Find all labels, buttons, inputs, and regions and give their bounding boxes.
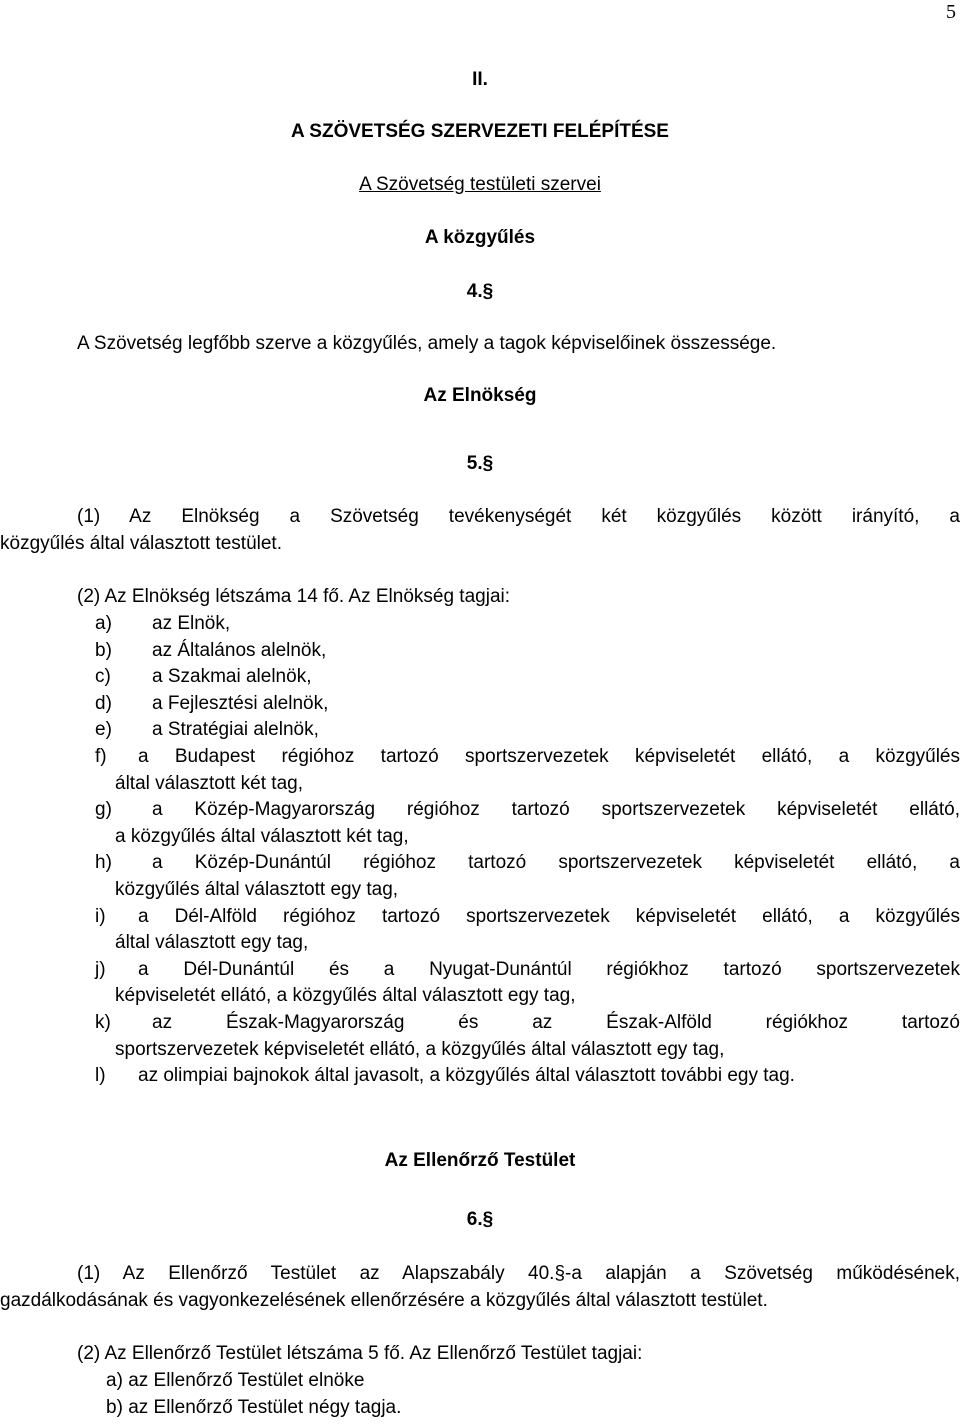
- list-item-line: [0, 851, 960, 878]
- heading-elnokseg: Az Elnökség: [423, 385, 537, 406]
- list-item-text: a Stratégiai alelnök,: [152, 719, 319, 741]
- list-item-line: [0, 825, 960, 852]
- list-item-text: a Szakmai alelnök,: [152, 666, 312, 688]
- paragraph-5-1-line2: közgyűlés által választott testület.: [0, 533, 282, 554]
- p6-list-item: [106, 1396, 401, 1420]
- paragraph-4-text: A Szövetség legfőbb szerve a közgyűlés, amely a tagok képviselőinek összessége.: [77, 333, 777, 354]
- list-item-text: az olimpiai bajnokok által javasolt, a közgyűlés által választott további egy tag.: [138, 1065, 795, 1087]
- list-item-text: a közgyűlés által választott két tag,: [115, 825, 409, 847]
- list-item-text: a Budapest régióhoz tartozó sportszervezetek képviseletét ellátó, a közgyűlés: [138, 745, 960, 767]
- paragraph-5-number: 5.§: [466, 453, 494, 474]
- paragraph-5-2: (2) Az Elnökség létszáma 14 fő. Az Elnökség tagjai:: [77, 586, 511, 607]
- list-item-text: az Elnök,: [152, 613, 231, 634]
- list-item-text: a Dél-Alföld régióhoz tartozó sportszervezetek képviseletét ellátó, a közgyűlés: [138, 905, 960, 927]
- list-item-line: [0, 745, 960, 772]
- list-item-line: [0, 718, 960, 745]
- paragraph-5-1-line1: (1) Az Elnökség a Szövetség tevékenységét két közgyűlés között irányító, a: [77, 506, 960, 527]
- list-item-label: d): [95, 692, 112, 714]
- list-item-label: i): [95, 905, 106, 927]
- list-item-line: [0, 665, 960, 692]
- paragraph-6-number: 6.§: [466, 1209, 494, 1230]
- list-item-label: c): [95, 666, 111, 688]
- list-item-label: h): [95, 852, 112, 874]
- list-item-line: [0, 878, 960, 905]
- list-item-line: [0, 612, 960, 639]
- list-item-text: a Közép-Dunántúl régióhoz tartozó sportszervezetek képviseletét ellátó, a: [152, 852, 960, 874]
- paragraph-6-1-line2: gazdálkodásának és vagyonkezelésének ellenőrzésére a közgyűlés által választott testület.: [0, 1290, 768, 1311]
- list-item-text: a Dél-Dunántúl és a Nyugat-Dunántúl régiókhoz tartozó sportszervezetek: [138, 958, 960, 980]
- list-item-label: j): [95, 958, 106, 980]
- list-item-line: [0, 772, 960, 799]
- list-item-text: által választott egy tag,: [115, 932, 309, 954]
- list-item-line: [0, 1011, 960, 1038]
- paragraph-4-number: 4.§: [466, 281, 494, 302]
- chapter-title: A SZÖVETSÉG SZERVEZETI FELÉPÍTÉSE: [291, 121, 669, 142]
- list-item-label: k): [95, 1011, 111, 1033]
- p6-list-label: a): [106, 1370, 123, 1391]
- list-item-line: [0, 1064, 960, 1091]
- list-item-label: l): [95, 1065, 106, 1087]
- paragraph-6-1-line1: (1) Az Ellenőrző Testület az Alapszabály 40.§-a alapján a Szövetség működésének,: [77, 1263, 960, 1284]
- p6-list-label: b): [106, 1397, 123, 1418]
- list-item-text: az Általános alelnök,: [152, 639, 327, 661]
- list-item-line: [0, 931, 960, 958]
- list-item-label: e): [95, 719, 112, 741]
- p6-list-text: az Ellenőrző Testület elnöke: [128, 1370, 365, 1391]
- list-item-label: g): [95, 799, 112, 821]
- page-number: 5: [946, 1, 956, 23]
- chapter-number: II.: [472, 69, 488, 90]
- list-item-line: [0, 1038, 960, 1065]
- list-item-line: [0, 798, 960, 825]
- heading-kozgyules: A közgyűlés: [424, 227, 536, 248]
- p6-list-item: [106, 1369, 364, 1393]
- list-item-label: a): [95, 613, 112, 634]
- list-item-text: közgyűlés által választott egy tag,: [115, 878, 399, 900]
- list-item-text: sportszervezetek képviseletét ellátó, a közgyűlés által választott egy tag,: [115, 1038, 725, 1060]
- list-item-text: a Fejlesztési alelnök,: [152, 692, 329, 714]
- list-item-line: [0, 639, 960, 666]
- list-item-text: a Közép-Magyarország régióhoz tartozó sportszervezetek képviseletét ellátó,: [152, 799, 960, 821]
- list-item-label: f): [95, 745, 107, 767]
- list-item-line: [0, 958, 960, 985]
- list-item-line: [0, 984, 960, 1011]
- paragraph-6-2: (2) Az Ellenőrző Testület létszáma 5 fő. Az Ellenőrző Testület tagjai:: [77, 1343, 643, 1364]
- subsection-title: A Szövetség testületi szervei: [359, 174, 601, 195]
- heading-ellenorzo: Az Ellenőrző Testület: [384, 1150, 576, 1171]
- list-item-text: képviseletét ellátó, a közgyűlés által választott egy tag,: [115, 985, 576, 1007]
- list-item-line: [0, 692, 960, 719]
- list-item-text: az Észak-Magyarország és az Észak-Alföld régiókhoz tartozó: [152, 1011, 960, 1033]
- list-item-text: által választott két tag,: [115, 772, 303, 794]
- list-item-line: [0, 905, 960, 932]
- list-item-label: b): [95, 639, 112, 661]
- elnokseg-members-list: [0, 612, 960, 1091]
- p6-list-text: az Ellenőrző Testület négy tagja.: [128, 1397, 402, 1418]
